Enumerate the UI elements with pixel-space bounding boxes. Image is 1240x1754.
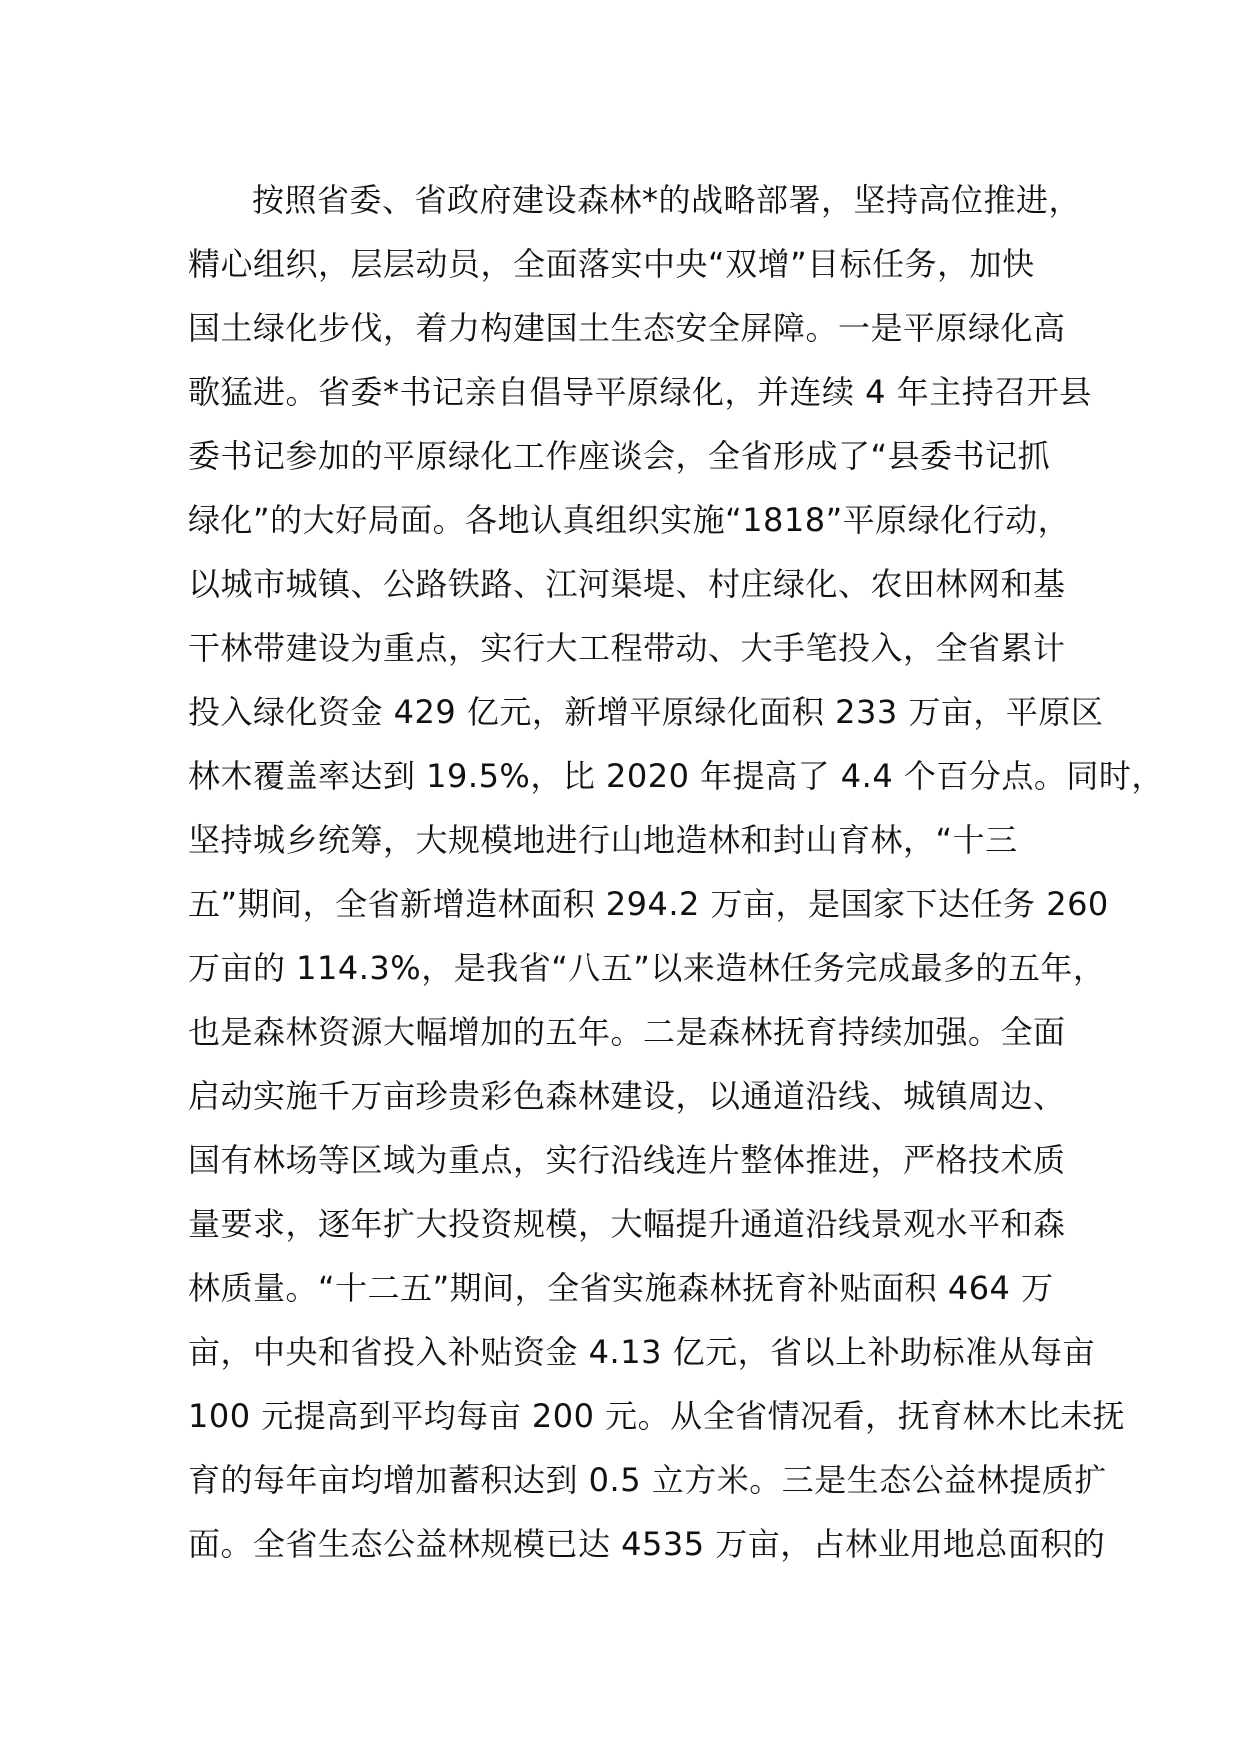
paragraph-line: 以城市城镇、公路铁路、江河渠堤、村庄绿化、农田林网和基 bbox=[188, 565, 1066, 603]
paragraph-line: 100 元提高到平均每亩 200 元。从全省情况看，抚育林木比未抚 bbox=[188, 1397, 1126, 1435]
body-paragraph bbox=[188, 168, 1164, 1576]
paragraph-line: 万亩的 114.3%，是我省“八五”以来造林任务完成最多的五年， bbox=[188, 949, 1106, 987]
paragraph-line: 育的每年亩均增加蓄积达到 0.5 立方米。三是生态公益林提质扩 bbox=[188, 1461, 1107, 1499]
paragraph-line: 投入绿化资金 429 亿元，新增平原绿化面积 233 万亩，平原区 bbox=[188, 693, 1104, 731]
paragraph-line: 国土绿化步伐，着力构建国土生态安全屏障。一是平原绿化高 bbox=[188, 309, 1066, 347]
paragraph-line: 绿化”的大好局面。各地认真组织实施“1818”平原绿化行动， bbox=[188, 501, 1071, 539]
paragraph-line: 亩，中央和省投入补贴资金 4.13 亿元，省以上补助标准从每亩 bbox=[188, 1333, 1096, 1371]
paragraph-line: 林质量。“十二五”期间，全省实施森林抚育补贴面积 464 万 bbox=[188, 1269, 1054, 1307]
paragraph-line: 委书记参加的平原绿化工作座谈会，全省形成了“县委书记抓 bbox=[188, 437, 1051, 475]
paragraph-line: 面。全省生态公益林规模已达 4535 万亩，占林业用地总面积的 bbox=[188, 1525, 1106, 1563]
paragraph-line: 坚持城乡统筹，大规模地进行山地造林和封山育林，“十三 bbox=[188, 821, 1018, 859]
paragraph-line: 五”期间，全省新增造林面积 294.2 万亩，是国家下达任务 260 bbox=[188, 885, 1109, 923]
paragraph-line: 也是森林资源大幅增加的五年。二是森林抚育持续加强。全面 bbox=[188, 1013, 1066, 1051]
paragraph-line: 按照省委、省政府建设森林*的战略部署，坚持高位推进， bbox=[252, 181, 1082, 219]
paragraph-line: 启动实施千万亩珍贵彩色森林建设，以通道沿线、城镇周边、 bbox=[188, 1077, 1066, 1115]
paragraph-line: 量要求，逐年扩大投资规模，大幅提升通道沿线景观水平和森 bbox=[188, 1205, 1066, 1243]
paragraph-line: 精心组织，层层动员，全面落实中央“双增”目标任务，加快 bbox=[188, 245, 1035, 283]
paragraph-line: 林木覆盖率达到 19.5%，比 2020 年提高了 4.4 个百分点。同时， bbox=[188, 757, 1164, 795]
paragraph-line: 干林带建设为重点，实行大工程带动、大手笔投入，全省累计 bbox=[188, 629, 1066, 667]
paragraph-line: 歌猛进。省委*书记亲自倡导平原绿化，并连续 4 年主持召开县 bbox=[188, 373, 1092, 411]
paragraph-line: 国有林场等区域为重点，实行沿线连片整体推进，严格技术质 bbox=[188, 1141, 1066, 1179]
